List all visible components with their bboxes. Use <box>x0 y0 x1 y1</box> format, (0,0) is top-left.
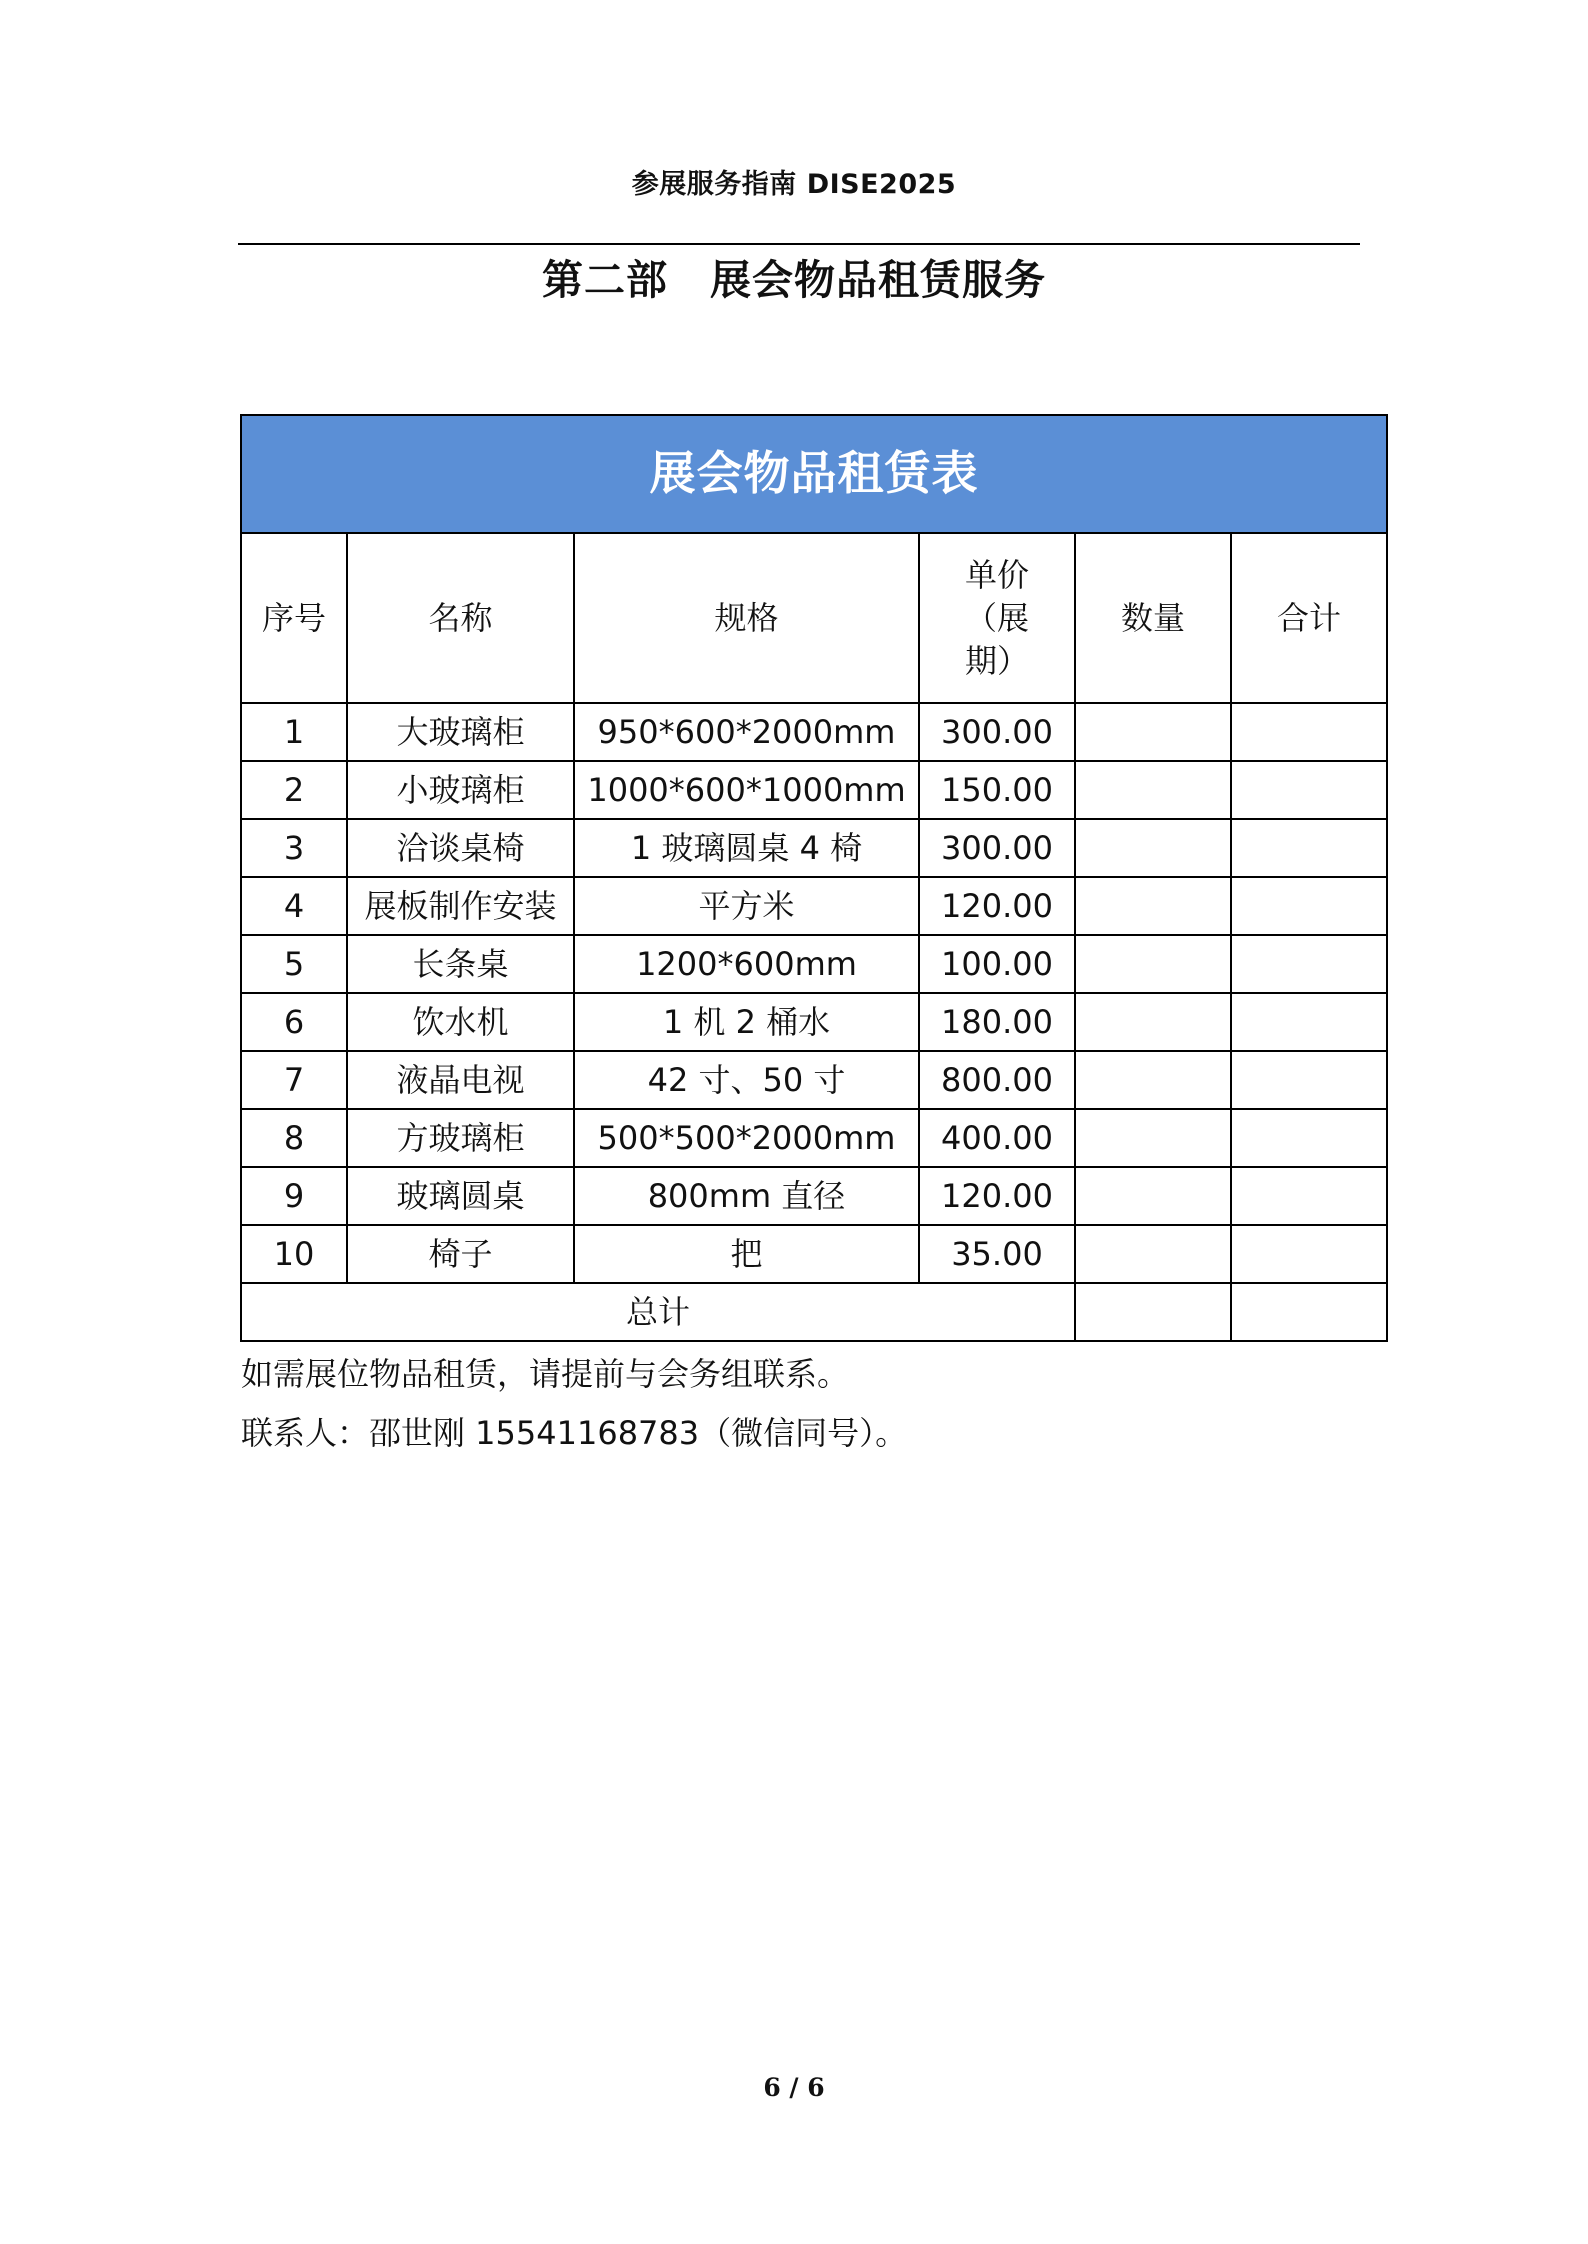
col-header-total: 合计 <box>1231 533 1387 703</box>
table-header-row <box>241 533 1387 703</box>
cell-item-name: 小玻璃柜 <box>347 761 574 819</box>
cell-index: 3 <box>241 819 347 877</box>
cell-index: 7 <box>241 1051 347 1109</box>
cell-item-name: 玻璃圆桌 <box>347 1167 574 1225</box>
cell-spec: 42 寸、50 寸 <box>574 1051 919 1109</box>
cell-quantity <box>1075 877 1231 935</box>
table-row <box>241 761 1387 819</box>
cell-quantity <box>1075 1109 1231 1167</box>
col-header-quantity: 数量 <box>1075 533 1231 703</box>
table-row <box>241 1109 1387 1167</box>
table-row <box>241 877 1387 935</box>
cell-quantity <box>1075 935 1231 993</box>
table-row <box>241 1051 1387 1109</box>
cell-item-name: 椅子 <box>347 1225 574 1283</box>
cell-quantity <box>1075 703 1231 761</box>
cell-subtotal <box>1231 877 1387 935</box>
cell-item-name: 大玻璃柜 <box>347 703 574 761</box>
cell-quantity <box>1075 1225 1231 1283</box>
cell-spec: 1200*600mm <box>574 935 919 993</box>
cell-unit-price: 180.00 <box>919 993 1075 1051</box>
cell-subtotal <box>1231 1109 1387 1167</box>
cell-quantity <box>1075 1167 1231 1225</box>
total-sum <box>1231 1283 1387 1341</box>
cell-quantity <box>1075 993 1231 1051</box>
cell-spec: 1000*600*1000mm <box>574 761 919 819</box>
cell-subtotal <box>1231 1167 1387 1225</box>
col-header-name: 名称 <box>347 533 574 703</box>
table-row <box>241 993 1387 1051</box>
cell-spec: 1 玻璃圆桌 4 椅 <box>574 819 919 877</box>
cell-spec: 1 机 2 桶水 <box>574 993 919 1051</box>
cell-quantity <box>1075 1051 1231 1109</box>
table-row <box>241 703 1387 761</box>
cell-quantity <box>1075 761 1231 819</box>
header-rule <box>238 243 1360 245</box>
cell-index: 9 <box>241 1167 347 1225</box>
table-row <box>241 819 1387 877</box>
cell-unit-price: 100.00 <box>919 935 1075 993</box>
cell-unit-price: 300.00 <box>919 703 1075 761</box>
col-header-price: 单价 （展 期） <box>919 533 1075 703</box>
cell-subtotal <box>1231 993 1387 1051</box>
total-label: 总计 <box>241 1283 1075 1341</box>
cell-index: 1 <box>241 703 347 761</box>
cell-index: 10 <box>241 1225 347 1283</box>
col-header-index: 序号 <box>241 533 347 703</box>
cell-subtotal <box>1231 703 1387 761</box>
cell-spec: 500*500*2000mm <box>574 1109 919 1167</box>
cell-subtotal <box>1231 935 1387 993</box>
cell-item-name: 饮水机 <box>347 993 574 1051</box>
cell-index: 2 <box>241 761 347 819</box>
running-header: 参展服务指南 DISE2025 <box>631 169 957 200</box>
cell-item-name: 洽谈桌椅 <box>347 819 574 877</box>
table-row <box>241 1167 1387 1225</box>
section-title: 第二部 展会物品租赁服务 <box>542 256 1046 304</box>
cell-index: 5 <box>241 935 347 993</box>
cell-spec: 平方米 <box>574 877 919 935</box>
contact-line: 联系人：邵世刚 15541168783（微信同号）。 <box>241 1414 908 1452</box>
cell-quantity <box>1075 819 1231 877</box>
cell-item-name: 液晶电视 <box>347 1051 574 1109</box>
cell-subtotal <box>1231 1051 1387 1109</box>
cell-item-name: 方玻璃柜 <box>347 1109 574 1167</box>
cell-unit-price: 120.00 <box>919 877 1075 935</box>
cell-subtotal <box>1231 819 1387 877</box>
cell-unit-price: 800.00 <box>919 1051 1075 1109</box>
cell-subtotal <box>1231 1225 1387 1283</box>
col-header-spec: 规格 <box>574 533 919 703</box>
cell-spec: 把 <box>574 1225 919 1283</box>
table-row <box>241 935 1387 993</box>
page-number: 6 / 6 <box>763 2073 825 2102</box>
cell-unit-price: 35.00 <box>919 1225 1075 1283</box>
table-row <box>241 1225 1387 1283</box>
cell-index: 8 <box>241 1109 347 1167</box>
rental-table <box>240 414 1388 1342</box>
cell-unit-price: 120.00 <box>919 1167 1075 1225</box>
cell-subtotal <box>1231 761 1387 819</box>
cell-item-name: 长条桌 <box>347 935 574 993</box>
cell-index: 6 <box>241 993 347 1051</box>
table-title: 展会物品租赁表 <box>241 415 1387 533</box>
rental-note: 如需展位物品租赁，请提前与会务组联系。 <box>241 1355 850 1393</box>
cell-spec: 950*600*2000mm <box>574 703 919 761</box>
cell-unit-price: 300.00 <box>919 819 1075 877</box>
table-total-row <box>241 1283 1387 1341</box>
table-banner-row <box>241 415 1387 533</box>
cell-unit-price: 150.00 <box>919 761 1075 819</box>
cell-index: 4 <box>241 877 347 935</box>
cell-item-name: 展板制作安装 <box>347 877 574 935</box>
cell-unit-price: 400.00 <box>919 1109 1075 1167</box>
total-quantity <box>1075 1283 1231 1341</box>
cell-spec: 800mm 直径 <box>574 1167 919 1225</box>
